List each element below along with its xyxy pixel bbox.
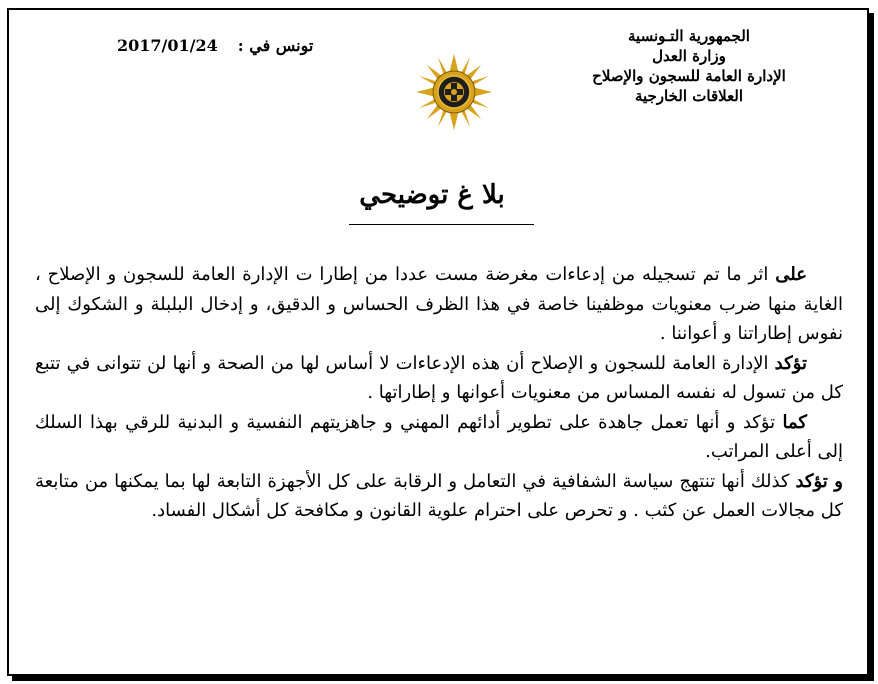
paragraph-1 (35, 260, 843, 349)
paragraph-text: كذلك أنها تنتهج سياسة الشفافية في التعامل و الرقابة على كل الأجهزة التابعة لها بما يمكنها من متابعة كل مجالات العمل عن كثب . و تحرص على احترام علوية القانون و مكافحة كل أشكال الفساد. (35, 470, 843, 521)
prison-administration-seal-icon (414, 52, 494, 132)
paragraph-lead: و تؤكد (795, 470, 843, 492)
ministry-name: وزارة العدل (652, 47, 726, 65)
paragraph-4 (35, 467, 843, 526)
issuer-block (559, 26, 819, 106)
country-name: الجمهورية التـونسية (628, 27, 750, 45)
statement-body (35, 260, 843, 526)
paragraph-text: اثر ما تم تسجيله من إدعاءات مغرضة مست عددا من إطارا ت الإدارة العامة للسجون و الإصلاح ، الغاية منها ضرب معنويات موظفينا خاصة في هذا الظرف الحساس و الدقيق، و إدخال البلبلة و الشكوك إلى نفوس إطاراتنا و أعواننا . (35, 264, 843, 344)
paragraph-3 (35, 408, 843, 467)
paragraph-text: الإدارة العامة للسجون و الإصلاح أن هذه الإدعاءات لا أساس لها من الصحة و أنها لن تتوانى في تتبع كل من تسول له نفسه المساس من معنويات أعوانها و إطاراتها . (35, 352, 843, 403)
administration-name: الإدارة العامة للسجون والإصلاح (592, 67, 786, 85)
paragraph-lead: تؤكد (774, 352, 807, 374)
place-label: تونس في : (237, 36, 314, 55)
document-frame (7, 8, 869, 676)
paragraph-lead: على (775, 264, 807, 285)
issue-date: 2017/01/24 (117, 36, 218, 55)
paragraph-2 (35, 349, 843, 408)
title-underline (349, 224, 534, 225)
paragraph-text: تؤكد و أنها تعمل جاهدة على تطوير أدائهم المهني و جاهزيتهم النفسية و البدنية للرقي بهذا السلك إلى أعلى المراتب. (35, 411, 843, 462)
department-name: العلاقات الخارجية (634, 87, 744, 105)
place-date (117, 36, 313, 55)
document-title: بلا غ توضيحي (359, 180, 505, 210)
paragraph-lead: كما (782, 411, 807, 433)
